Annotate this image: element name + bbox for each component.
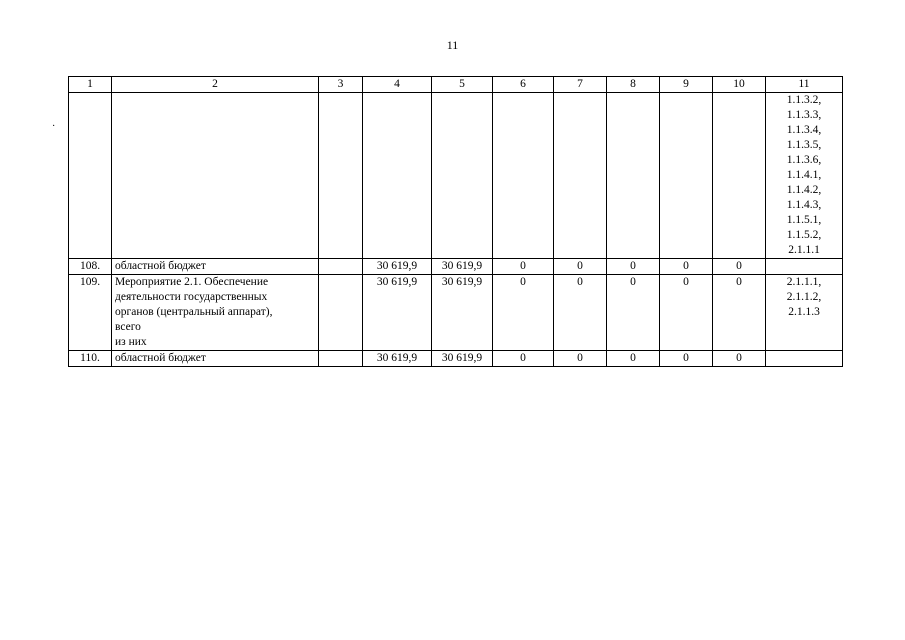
amount-cell: 0 (660, 351, 713, 367)
name-line: деятельности государственных (115, 291, 268, 303)
ref-code: 1.1.3.3, (786, 109, 822, 121)
amount-cell: 0 (713, 259, 766, 275)
table-cell (69, 93, 112, 259)
header-cell: 5 (432, 77, 493, 93)
header-cell: 11 (766, 77, 843, 93)
header-cell: 4 (363, 77, 432, 93)
header-cell: 7 (554, 77, 607, 93)
ref-code: 1.1.5.2, (786, 229, 822, 241)
table-row (69, 259, 843, 275)
amount-cell: 30 619,9 (363, 259, 432, 275)
continuation-row (69, 93, 843, 259)
amount-cell: 30 619,9 (432, 259, 493, 275)
amount-cell: 0 (554, 275, 607, 351)
ref-code: 1.1.4.3, (786, 199, 822, 211)
table-row (69, 275, 843, 351)
amount-cell: 0 (554, 351, 607, 367)
header-cell: 2 (112, 77, 319, 93)
row-name (112, 351, 319, 367)
refs-cell (766, 351, 843, 367)
table-cell (319, 259, 363, 275)
ref-code: 1.1.3.4, (786, 124, 822, 136)
table-cell (112, 93, 319, 259)
table-cell (319, 275, 363, 351)
table-cell (319, 93, 363, 259)
table-cell (554, 93, 607, 259)
budget-table (68, 76, 843, 367)
amount-cell: 0 (660, 259, 713, 275)
table-cell (660, 93, 713, 259)
ref-code: 1.1.5.1, (786, 214, 822, 226)
ref-code: 1.1.3.6, (786, 154, 822, 166)
name-line: органов (центральный аппарат), (115, 306, 273, 318)
name-line: всего (115, 321, 141, 333)
amount-cell: 0 (607, 275, 660, 351)
amount-cell: 0 (607, 259, 660, 275)
name-line: из них (115, 336, 147, 348)
ref-code: 2.1.1.2, (786, 291, 822, 303)
header-cell: 9 (660, 77, 713, 93)
table-cell (363, 93, 432, 259)
amount-cell: 0 (713, 275, 766, 351)
ref-code: 1.1.3.2, (786, 94, 822, 106)
refs-cell (766, 259, 843, 275)
amount-cell: 30 619,9 (363, 275, 432, 351)
amount-cell: 0 (607, 351, 660, 367)
amount-cell: 0 (493, 351, 554, 367)
ref-code: 1.1.4.2, (786, 184, 822, 196)
header-cell: 8 (607, 77, 660, 93)
table-cell (432, 93, 493, 259)
amount-cell: 30 619,9 (363, 351, 432, 367)
table-row (69, 351, 843, 367)
header-cell: 10 (713, 77, 766, 93)
table-cell (493, 93, 554, 259)
amount-cell: 0 (713, 351, 766, 367)
ref-code: 1.1.3.5, (786, 139, 822, 151)
table-cell (713, 93, 766, 259)
table-cell (319, 351, 363, 367)
amount-cell: 30 619,9 (432, 275, 493, 351)
row-name (112, 259, 319, 275)
header-row (69, 77, 843, 93)
header-cell: 3 (319, 77, 363, 93)
page-number: 11 (446, 38, 459, 52)
row-name (112, 275, 319, 351)
amount-cell: 0 (660, 275, 713, 351)
name-line: Мероприятие 2.1. Обеспечение (115, 276, 269, 288)
header-cell: 6 (493, 77, 554, 93)
refs-cell (766, 93, 843, 259)
ref-code: 2.1.1.3 (788, 306, 820, 318)
ref-code: 2.1.1.1 (788, 244, 820, 256)
name-line: областной бюджет (115, 352, 206, 364)
ref-code: 1.1.4.1, (786, 169, 822, 181)
table-cell (607, 93, 660, 259)
amount-cell: 0 (554, 259, 607, 275)
amount-cell: 0 (493, 259, 554, 275)
amount-cell: 0 (493, 275, 554, 351)
name-line: областной бюджет (115, 260, 206, 272)
row-number: 109. (69, 275, 112, 351)
row-number: 110. (69, 351, 112, 367)
refs-cell (766, 275, 843, 351)
row-number: 108. (69, 259, 112, 275)
amount-cell: 30 619,9 (432, 351, 493, 367)
ref-code: 2.1.1.1, (786, 276, 822, 288)
scan-speck: · (52, 121, 56, 132)
header-cell: 1 (69, 77, 112, 93)
